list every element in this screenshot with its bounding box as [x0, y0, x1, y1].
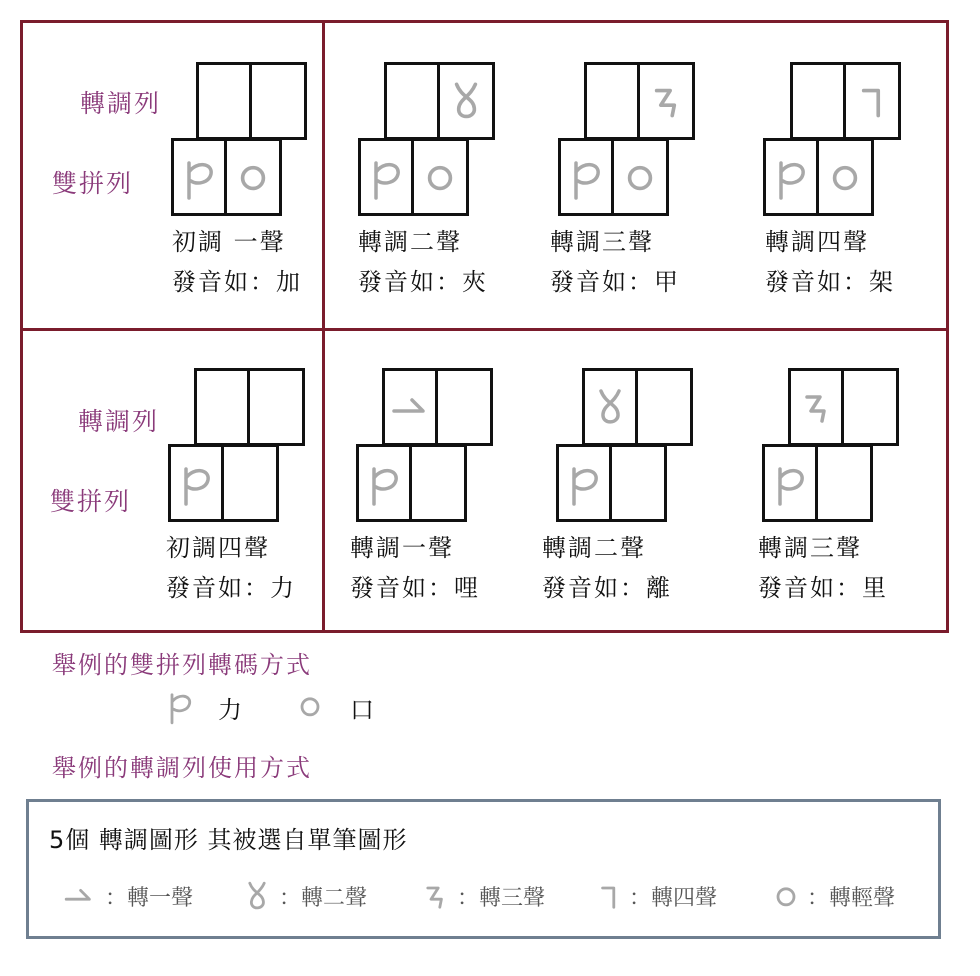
- legend-item-tone4: [589, 874, 717, 918]
- o-icon: [227, 141, 279, 213]
- tone-cell-left: [196, 62, 252, 140]
- tone-row-label: 轉調列: [80, 89, 162, 118]
- tone-caption: 轉調二聲 發音如：離: [542, 534, 672, 602]
- zigzag-icon: [791, 371, 841, 443]
- tone-example-heading: 舉例的轉調列使用方式: [52, 754, 312, 782]
- check-icon: [53, 876, 105, 916]
- pinyin-row-label: 雙拼列: [50, 487, 132, 516]
- legend-item-tone1: [53, 874, 193, 918]
- legend-item-tone3: [413, 874, 545, 918]
- tone-caption: 轉調三聲 發音如：里: [758, 534, 888, 602]
- p-icon: [766, 141, 816, 213]
- loop-icon: [235, 876, 279, 916]
- tone-caption: 轉調二聲 發音如：夾: [358, 228, 488, 296]
- p-icon: [160, 686, 200, 726]
- tone-caption: 轉調一聲 發音如：哩: [350, 534, 480, 602]
- p-icon: [559, 447, 609, 519]
- legend-label: ：轉二聲: [279, 885, 368, 911]
- p-icon: [171, 447, 221, 519]
- legend-item-tone2: [235, 874, 367, 918]
- pinyin-cell-right: [224, 444, 279, 522]
- legend-item-neutral: [765, 874, 895, 918]
- pinyin-cell-right: [614, 138, 669, 216]
- tone-caption: 初調 一聲 發音如：加: [172, 228, 302, 296]
- pinyin-cell-left: [168, 444, 224, 522]
- o-icon: [819, 141, 871, 213]
- tone-cell-left: [582, 368, 638, 446]
- pinyin-example-pair: [160, 686, 200, 726]
- pinyin-cell-left: [763, 138, 819, 216]
- p-icon: [359, 447, 409, 519]
- legend-title: 5個 轉調圖形 其被選自單筆圖形: [49, 826, 408, 854]
- tone-cell-right: [640, 62, 695, 140]
- tone-cell-right: [250, 368, 305, 446]
- tone-caption: 轉調三聲 發音如：甲: [550, 228, 680, 296]
- legend-label: ：轉四聲: [629, 885, 718, 911]
- o-icon: [290, 686, 330, 726]
- zigzag-icon: [413, 876, 457, 916]
- tone-cell-left: [788, 368, 844, 446]
- tone-cell-left: [194, 368, 250, 446]
- pinyin-cell-right: [819, 138, 874, 216]
- pinyin-cell-left: [356, 444, 412, 522]
- check-icon: [385, 371, 435, 443]
- o-icon: [614, 141, 666, 213]
- loop-icon: [440, 65, 492, 137]
- pinyin-cell-left: [556, 444, 612, 522]
- tone-cell-right: [846, 62, 901, 140]
- o-icon: [414, 141, 466, 213]
- zigzag-icon: [640, 65, 692, 137]
- pinyin-example-heading: 舉例的雙拼列轉碼方式: [52, 651, 312, 679]
- pinyin-cell-left: [762, 444, 818, 522]
- tone-cell-right: [638, 368, 693, 446]
- p-icon: [361, 141, 411, 213]
- loop-icon: [585, 371, 635, 443]
- pinyin-example-char: 口: [350, 696, 374, 724]
- pinyin-cell-right: [414, 138, 469, 216]
- pinyin-cell-left: [171, 138, 227, 216]
- legend-label: ：轉三聲: [457, 885, 546, 911]
- tone-cell-left: [790, 62, 846, 140]
- pinyin-example-pair: [290, 686, 330, 726]
- pinyin-cell-right: [818, 444, 873, 522]
- tone-cell-right: [438, 368, 493, 446]
- tone-cell-left: [384, 62, 440, 140]
- pinyin-row-label: 雙拼列: [52, 169, 134, 198]
- tone-caption: 初調四聲 發音如：力: [166, 534, 296, 602]
- legend-label: ：轉輕聲: [807, 885, 896, 911]
- pinyin-cell-left: [358, 138, 414, 216]
- legend-label: ：轉一聲: [105, 885, 194, 911]
- tone-row-label: 轉調列: [78, 407, 160, 436]
- hook-icon: [846, 65, 898, 137]
- p-icon: [765, 447, 815, 519]
- tone-cell-right: [440, 62, 495, 140]
- p-icon: [174, 141, 224, 213]
- hook-icon: [589, 876, 629, 916]
- pinyin-cell-right: [227, 138, 282, 216]
- tone-caption: 轉調四聲 發音如：架: [765, 228, 895, 296]
- pinyin-cell-left: [558, 138, 614, 216]
- o-icon: [765, 876, 807, 916]
- tone-cell-left: [584, 62, 640, 140]
- pinyin-cell-right: [412, 444, 467, 522]
- tone-glyph-legend: [26, 799, 941, 939]
- tone-cell-right: [844, 368, 899, 446]
- p-icon: [561, 141, 611, 213]
- pinyin-cell-right: [612, 444, 667, 522]
- tone-cell-left: [382, 368, 438, 446]
- pinyin-example-char: 力: [218, 696, 242, 724]
- tone-cell-right: [252, 62, 307, 140]
